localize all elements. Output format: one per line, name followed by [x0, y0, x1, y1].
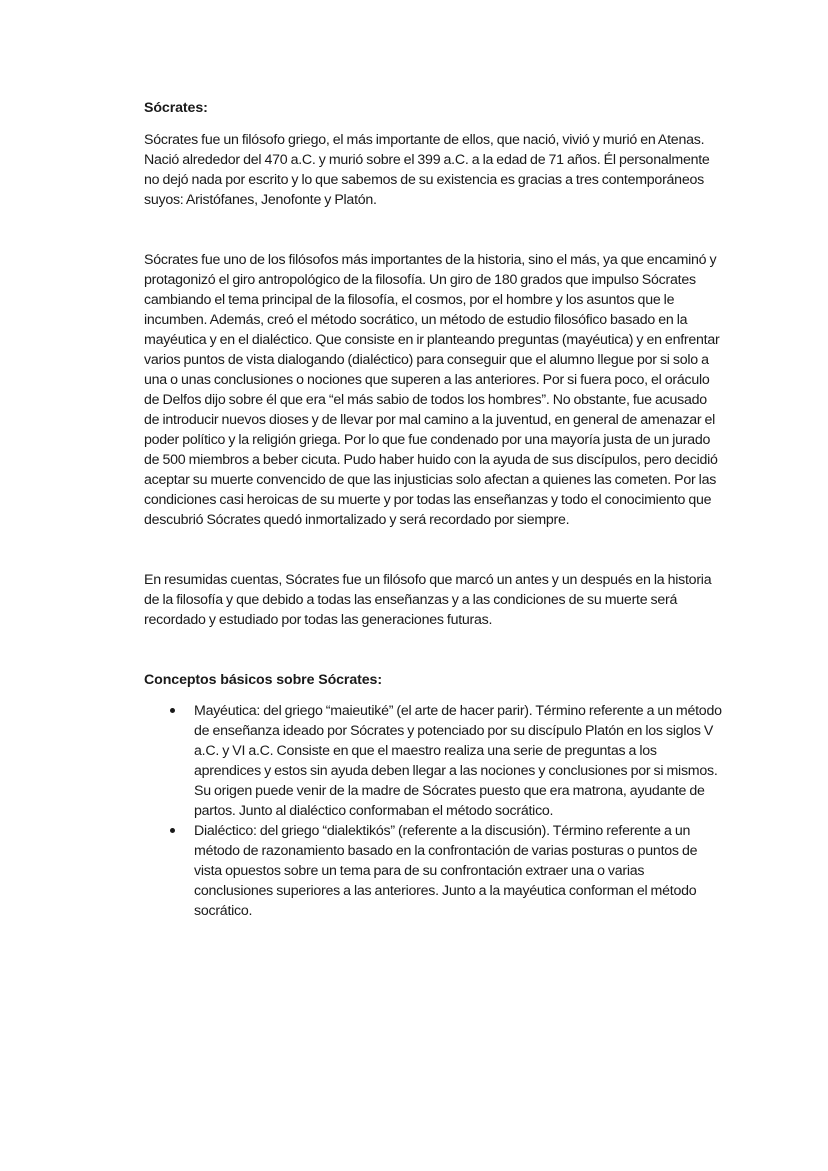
paragraph-importance: Sócrates fue uno de los filósofos más importantes de la historia, sino el más, ya que encaminó y protagonizó el giro antropológico de la filosofía. Un giro de 180 grados que impulso Sócrates cambiando el tema principal de la filosofía, el cosmos, por el hombre y los asuntos que le incumben. Además, creó el método socrático, un método de estudio filosófico basado en la mayéutica y en el dialéctico. Que consiste en ir planteando preguntas (mayéutica) y en enfrentar varios puntos de vista dialogando (dialéctico) para conseguir que el alumno llegue por si solo a una o unas conclusiones o nociones que superen a las anteriores. Por si fuera poco, el oráculo de Delfos dijo sobre él que era “el más sabio de todos los hombres”. No obstante, fue acusado de introducir nuevos dioses y de llevar por mal camino a la juventud, en general de amenazar el poder político y la religión griega. Por lo que fue condenado por una mayoría justa de un jurado de 500 miembros a beber cicuta. Pudo haber huido con la ayuda de sus discípulos, pero decidió aceptar su muerte convencido de que las injusticias solo afectan a quienes las cometen. Por las condiciones casi heroicas de su muerte y por todas las enseñanzas y todo el conocimiento que descubrió Sócrates quedó inmortalizado y será recordado por siempre.	[144, 252, 720, 528]
bullet-icon	[170, 828, 175, 833]
blank-line	[144, 530, 724, 570]
list-item-text: Mayéutica: del griego “maieutiké” (el arte de hacer parir). Término referente a un método de enseñanza ideado por Sócrates y potenciado por su discípulo Platón en los siglos V a.C. y VI a.C. Consiste en que el maestro realiza una serie de preguntas a los aprendices y estos sin ayuda deben llegar a las nociones y conclusiones por si mismos. Su origen puede venir de la madre de Sócrates puesto que era matrona, ayudante de partos. Junto al dialéctico conformaban el método socrático.	[194, 703, 722, 819]
blank-line	[144, 630, 724, 670]
section-heading-concepts: Conceptos básicos sobre Sócrates:	[144, 672, 382, 688]
blank-line	[144, 210, 724, 250]
document-page	[144, 98, 724, 921]
section-heading-socrates: Sócrates:	[144, 100, 208, 116]
paragraph-summary: En resumidas cuentas, Sócrates fue un filósofo que marcó un antes y un después en la historia de la filosofía y que debido a todas las enseñanzas y a las condiciones de su muerte será recordado y estudiado por todas las generaciones futuras.	[144, 572, 712, 628]
list-item-text: Dialéctico: del griego “dialektikós” (referente a la discusión). Término referente a un método de razonamiento basado en la confrontación de varias posturas o puntos de vista opuestos sobre un tema para de su confrontación extraer una o varias conclusiones superiores a las anteriores. Junto a la mayéutica conforman el método socrático.	[194, 823, 698, 919]
list-item-mayeutica	[144, 701, 724, 821]
paragraph-intro: Sócrates fue un filósofo griego, el más importante de ellos, que nació, vivió y murió en Atenas. Nació alrededor del 470 a.C. y murió sobre el 399 a.C. a la edad de 71 años. Él personalmente no dejó nada por escrito y lo que sabemos de su existencia es gracias a tres contemporáneos suyos: Aristófanes, Jenofonte y Platón.	[144, 132, 710, 208]
bullet-icon	[170, 708, 175, 713]
concepts-list	[144, 701, 724, 921]
list-item-dialectico	[144, 821, 724, 921]
